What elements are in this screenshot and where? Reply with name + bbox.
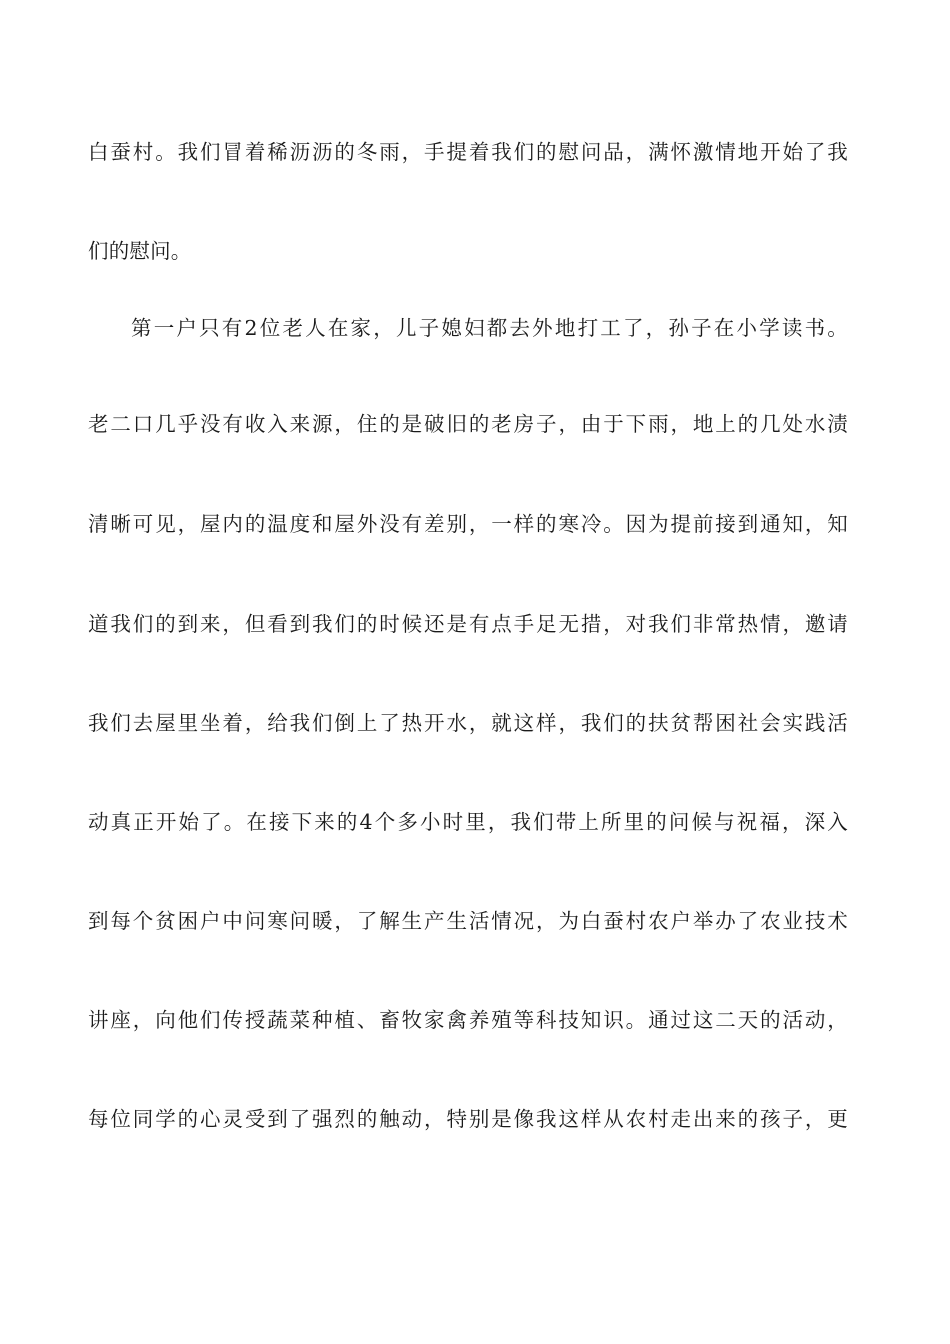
text-line-9: 到每个贫困户中问寒问暖，了解生产生活情况，为白蚕村农户举办了农业技术 (88, 909, 848, 933)
text-line-2: 们的慰问。 (88, 239, 192, 263)
text-line-6: 道我们的到来，但看到我们的时候还是有点手足无措，对我们非常热情，邀请 (88, 612, 848, 636)
text-line-8: 动真正开始了。在接下来的4个多小时里，我们带上所里的问候与祝福，深入 (88, 810, 848, 834)
text-line-4: 老二口几乎没有收入来源，住的是破旧的老房子，由于下雨，地上的几处水渍 (88, 412, 848, 436)
text-line-10: 讲座，向他们传授蔬菜种植、畜牧家禽养殖等科技知识。通过这二天的活动， (88, 1008, 848, 1032)
text-line-5: 清晰可见，屋内的温度和屋外没有差别，一样的寒冷。因为提前接到通知，知 (88, 512, 848, 536)
text-line-3: 第一户只有2位老人在家，儿子媳妇都去外地打工了，孙子在小学读书。 (131, 316, 848, 340)
text-line-7: 我们去屋里坐着，给我们倒上了热开水，就这样，我们的扶贫帮困社会实践活 (88, 711, 848, 735)
text-line-1: 白蚕村。我们冒着稀沥沥的冬雨，手提着我们的慰问品，满怀激情地开始了我 (88, 140, 848, 164)
text-line-11: 每位同学的心灵受到了强烈的触动，特别是像我这样从农村走出来的孩子，更 (88, 1107, 848, 1131)
